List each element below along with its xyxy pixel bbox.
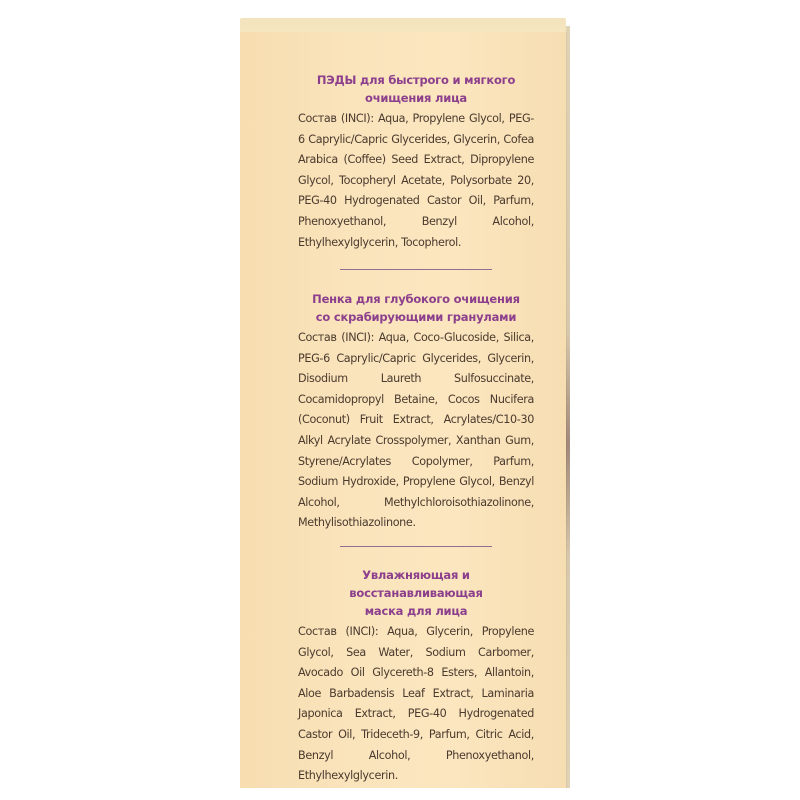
section-divider (340, 546, 492, 547)
section-foam (298, 290, 534, 534)
heading-line: Увлажняющая и восстанавливающая (349, 568, 483, 600)
ingredients-text: Состав (INCI): Aqua, Propylene Glycol, PEG-6 Caprylic/Capric Glycerides, Glycerin, Cofea Arabica (Coffee) Seed Extract, Dipropylene Glycol, Tocopheryl Acetate, Polysorbate 20, PEG-40 Hydrogenated Castor Oil, Parfum, Phenoxyethanol, Benzyl Alcohol, Ethylhexylglycerin, Tocopherol. (298, 112, 534, 249)
section-heading (298, 71, 534, 107)
section-mask (298, 566, 534, 787)
box-right-edge (566, 26, 570, 788)
heading-line: маска для лица (364, 604, 468, 618)
section-pads (298, 71, 534, 253)
ingredients-text: Состав (INCI): Aqua, Coco-Glucoside, Silica, PEG-6 Caprylic/Capric Glycerides, Glycerin, Disodium Laureth Sulfosuccinate, Cocamidopropyl Betaine, Cocos Nucifera (Coconut) Fruit Extract, Acrylates/C10-30 Alkyl Acrylate Crosspolymer, Xanthan Gum, Styrene/Acrylates Copolymer, Parfum, Sodium Hydroxide, Propylene Glycol, Benzyl Alcohol, Methylchloroisothiazolinone, Methylisothiazolinone. (298, 331, 534, 530)
section-heading (298, 290, 534, 326)
heading-line: Пенка для глубокого очищения (312, 292, 520, 306)
section-heading (298, 566, 534, 620)
ingredients-text: Состав (INCI): Aqua, Glycerin, Propylene Glycol, Sea Water, Sodium Carbomer, Avocado Oil Glycereth-8 Esters, Allantoin, Aloe Barbadensis Leaf Extract, Laminaria Japonica Extract, PEG-40 Hydrogenated Castor Oil, Trideceth-9, Parfum, Citric Acid, Benzyl Alcohol, Phenoxyethanol, Ethylhexylglycerin. (298, 625, 534, 783)
section-divider (340, 269, 492, 270)
heading-line: ПЭДЫ для быстрого и мягкого (316, 73, 516, 87)
heading-line: очищения лица (365, 91, 467, 105)
heading-line: со скрабирующими гранулами (315, 310, 517, 324)
